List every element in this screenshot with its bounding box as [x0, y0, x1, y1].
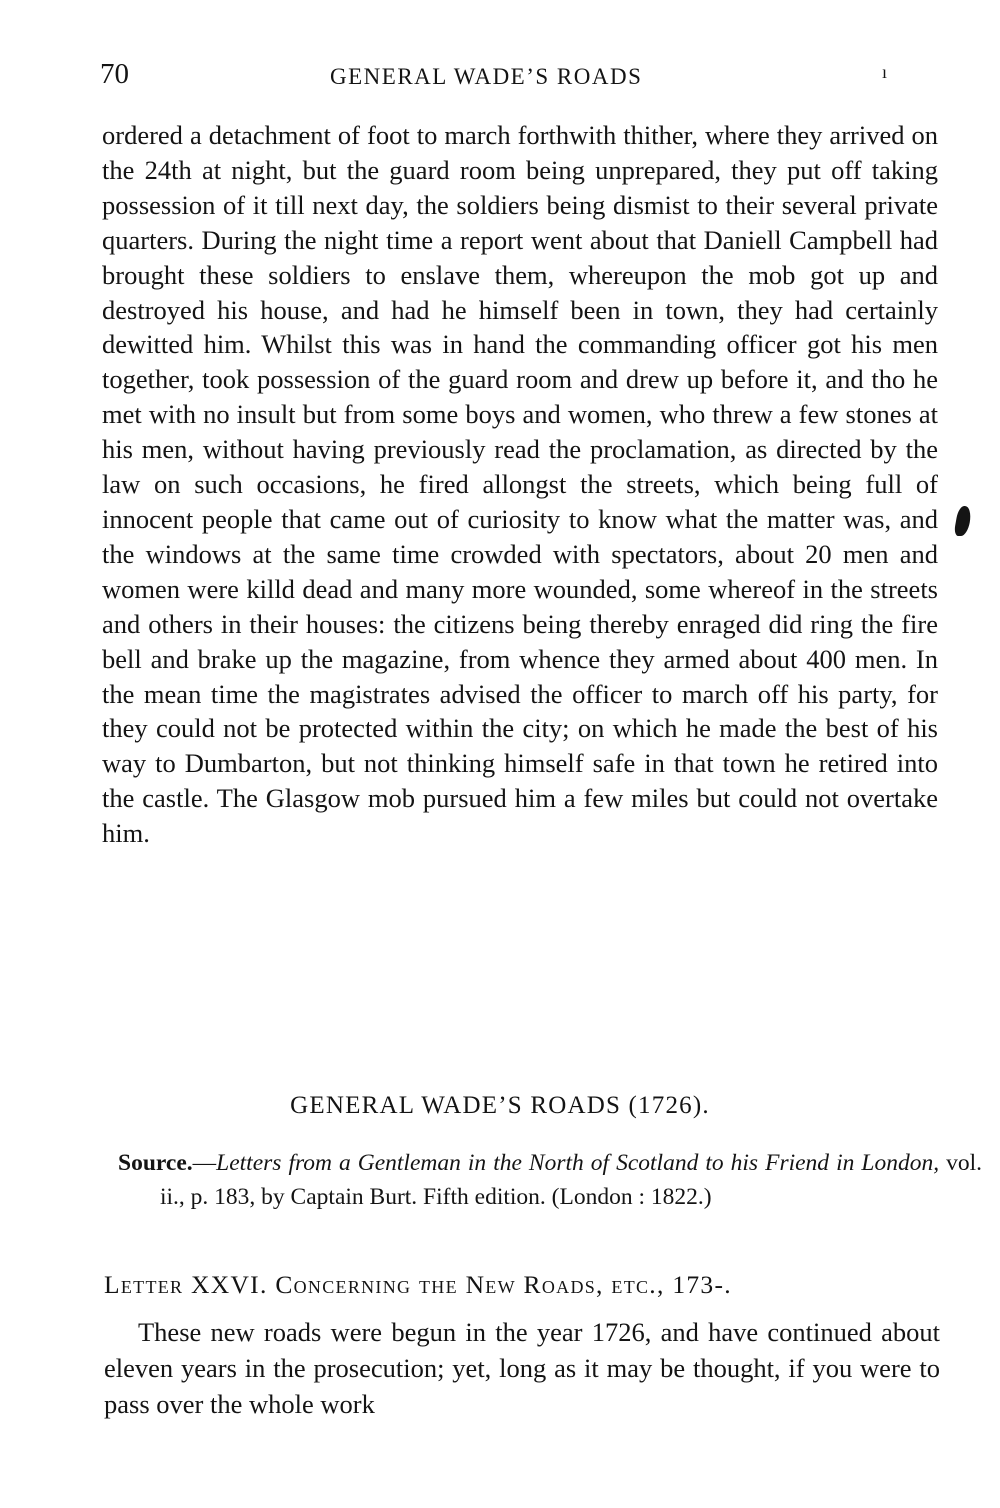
- page-number: 70: [100, 58, 129, 90]
- body-paragraph: ordered a detachment of foot to march forthwith thither, where they arrived on the 24th at night, but the guard room being unprepared, they put off taking possession of it till next day, the soldiers being dismist to their several private quarters. During the night time a report went about that Daniell Campbell had brought these soldiers to enslave them, whereupon the mob got up and destroyed his house, and had he himself been in town, they had certainly dewitted him. Whilst this was in hand the commanding officer got his men together, took possession of the guard room and drew up before it, and tho he met with no insult but from some boys and women, who threw a few stones at his men, without having previously read the proclamation, as directed by the law on such occasions, he fired allongst the streets, which being full of innocent people that came out of curiosity to know what the matter was, and the windows at the same time crowded with spectators, about 20 men and women were killd dead and many more wounded, some whereof in the streets and others in their houses: the citizens being thereby enraged did ring the fire bell and brake up the magazine, from whence they armed about 400 men. In the mean time the magistrates advised the officer to march off his party, for they could not be protected within the city; on which he made the best of his way to Dumbarton, but not thinking himself safe in that town he retired into the castle. The Glasgow mob pursued him a few miles but could not overtake him.: [102, 120, 938, 849]
- source-label: Source.: [118, 1150, 193, 1176]
- running-title: GENERAL WADE’S ROADS: [330, 64, 643, 89]
- section-title: GENERAL WADE’S ROADS (1726).: [290, 1092, 710, 1119]
- source-dash: —: [192, 1150, 217, 1176]
- source-details: vol. ii., p. 183, by Captain Burt. Fifth edition. (London : 1822.): [160, 1150, 983, 1210]
- running-header: [0, 58, 1000, 98]
- source-citation: [118, 1146, 982, 1214]
- letter-paragraph: These new roads were begun in the year 1726, and have continued about eleven years in the prosecution; yet, long as it may be thought, if you were to pass over the whole work: [104, 1317, 940, 1419]
- header-mark: ı: [882, 62, 889, 82]
- letter-heading: Letter XXVI. Concerning the New Roads, etc., 173-.: [104, 1270, 732, 1299]
- ink-blot-mark: [953, 506, 972, 536]
- source-title: Letters from a Gentleman in the North of Scotland to his Friend in London,: [216, 1150, 940, 1176]
